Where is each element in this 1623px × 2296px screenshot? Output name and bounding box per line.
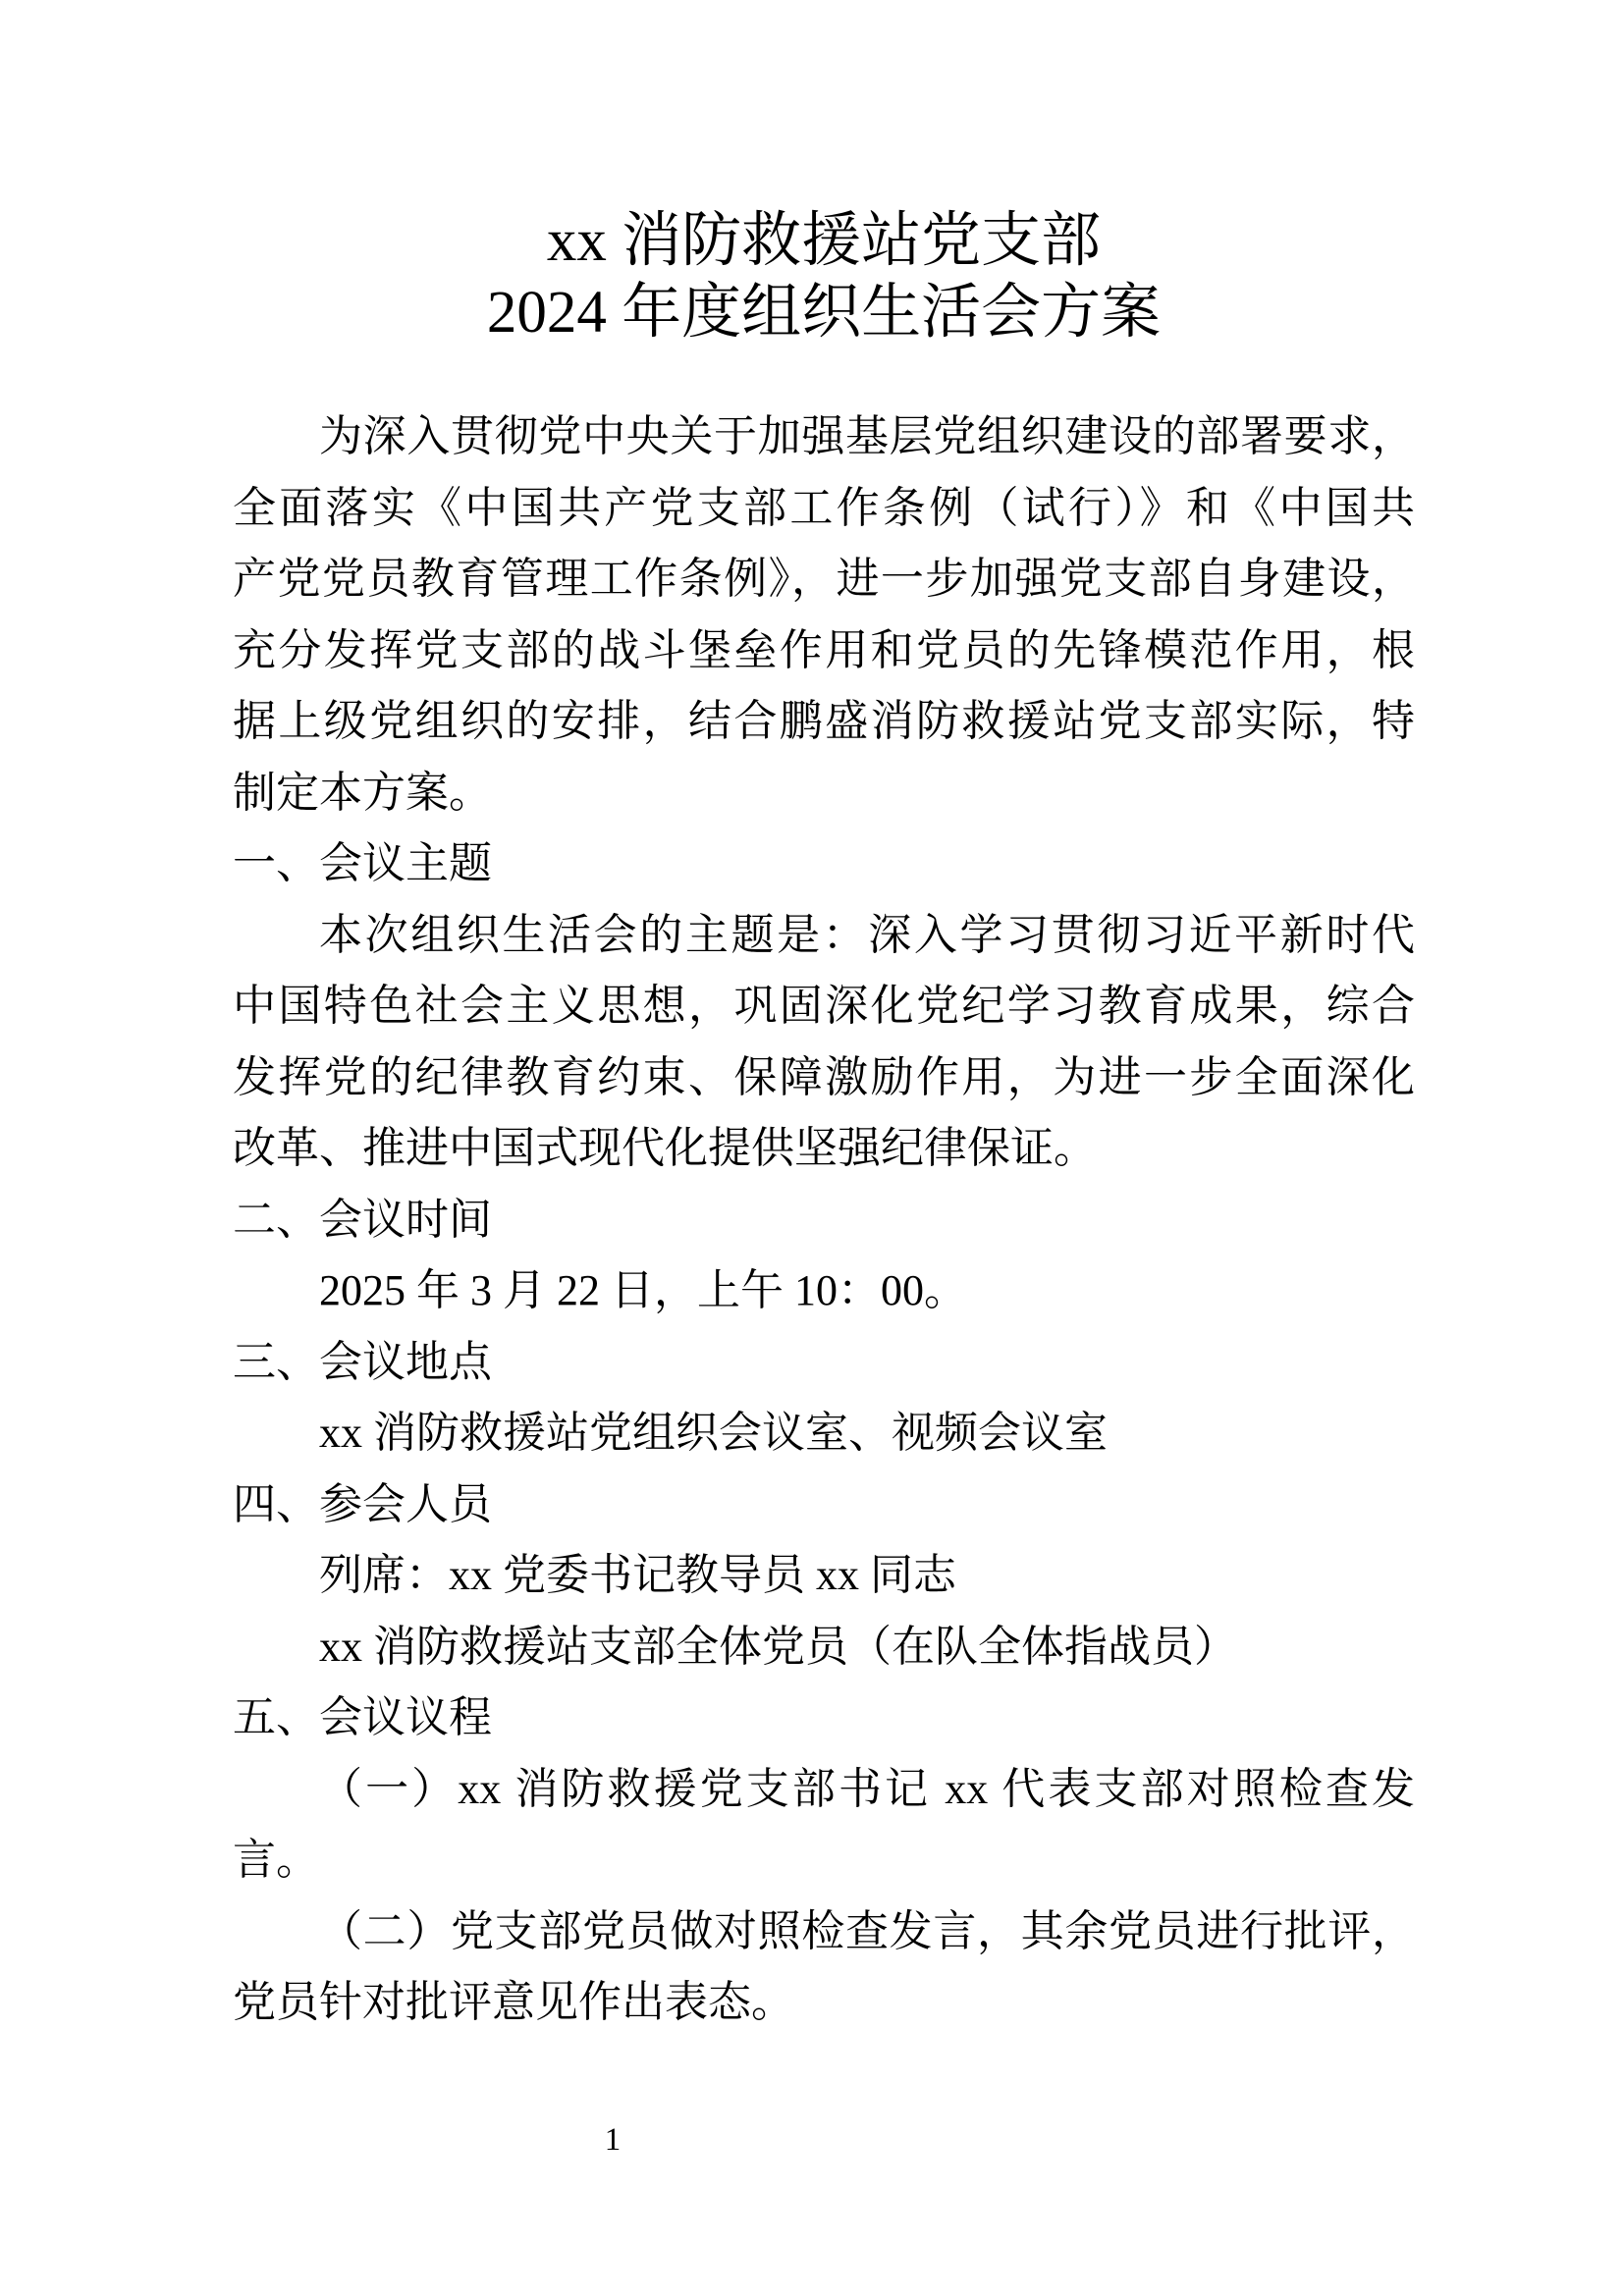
section-2-paragraph-line: 2025 年 3 月 22 日，上午 10：00。: [319, 1266, 967, 1314]
intro-line-6: 制定本方案。: [233, 768, 492, 817]
section-1-paragraph-line: 本次组织生活会的主题是：深入学习贯彻习近平新时代: [319, 910, 1415, 959]
section-3-heading: 三、会议地点: [233, 1337, 492, 1386]
intro-line-4: 充分发挥党支部的战斗堡垒作用和党员的先锋模范作用，根: [233, 625, 1415, 674]
page-number: 1: [604, 2122, 622, 2158]
section-1-heading: 一、会议主题: [233, 839, 492, 887]
section-2-heading: 二、会议时间: [233, 1195, 492, 1244]
section-5-heading: 五、会议议程: [233, 1693, 492, 1741]
section-1-paragraph-line: 改革、推进中国式现代化提供坚强纪律保证。: [233, 1124, 1097, 1172]
document-content: [233, 206, 1415, 2039]
section-5-paragraph-line: 党员针对批评意见作出表态。: [233, 1978, 794, 2026]
intro-line-5: 据上级党组织的安排，结合鹏盛消防救援站党支部实际，特: [233, 697, 1415, 745]
document-title: [233, 206, 1415, 348]
section-5-paragraph-line: （二）党支部党员做对照检查发言，其余党员进行批评，: [319, 1906, 1415, 1955]
section-4-heading: 四、参会人员: [233, 1479, 492, 1528]
section-4-paragraph-line: 列席：xx 党委书记教导员 xx 同志: [319, 1551, 956, 1599]
section-1-paragraph-line: 中国特色社会主义思想，巩固深化党纪学习教育成果，综合: [233, 982, 1415, 1030]
section-1-paragraph-line: 发挥党的纪律教育约束、保障激励作用，为进一步全面深化: [233, 1052, 1415, 1101]
intro-line-1: 为深入贯彻党中央关于加强基层党组织建设的部署要求，: [319, 412, 1415, 460]
section-3-paragraph-line: xx 消防救援站党组织会议室、视频会议室: [319, 1409, 1108, 1457]
section-5-paragraph-line: （一）xx 消防救援党支部书记 xx 代表支部对照检查发: [319, 1764, 1415, 1813]
section-4-paragraph-line: xx 消防救援站支部全体党员（在队全体指战员）: [319, 1622, 1237, 1671]
section-5-paragraph-line: 言。: [233, 1836, 319, 1884]
intro-line-2: 全面落实《中国共产党支部工作条例（试行）》和《中国共: [233, 483, 1415, 532]
document-title-line-1: xx 消防救援站党支部: [546, 208, 1102, 274]
document-title-line-2: 2024 年度组织生活会方案: [486, 279, 1162, 346]
intro-line-3: 产党党员教育管理工作条例》，进一步加强党支部自身建设，: [233, 555, 1415, 603]
